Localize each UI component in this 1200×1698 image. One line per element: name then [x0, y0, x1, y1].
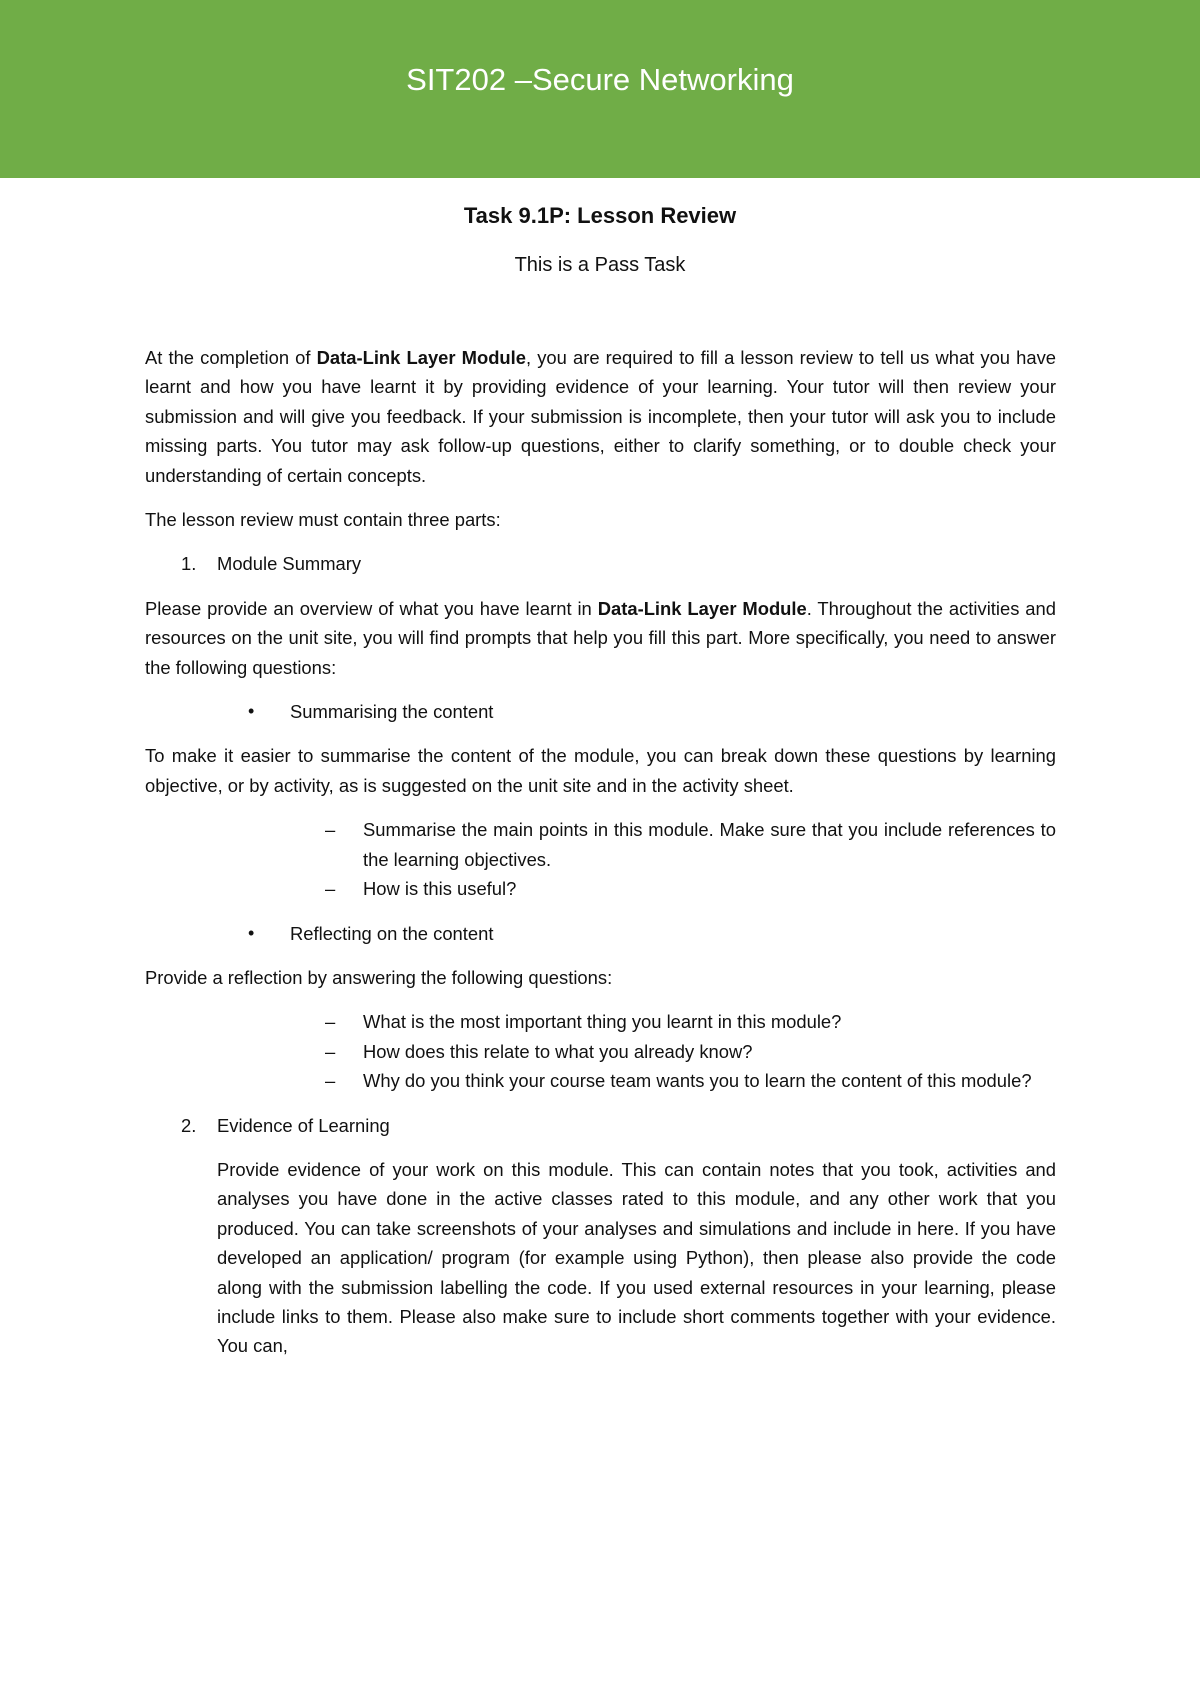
section-2-paragraph: Provide evidence of your work on this module. This can contain notes that you took, activities and analyses you have done in the active classes rated to this module, and any other work that you produced. You can take screenshots of your analyses and simulations and include in here. If you have developed an application/ program (for example using Python), then please also provide the code along with the submission labelling the code. If you used external resources in your learning, please include links to them. Please also make sure to include short comments together with your evidence. You can, — [217, 1158, 1056, 1357]
bullet-icon: • — [248, 922, 255, 943]
section-1-number: 1. — [181, 553, 197, 575]
list-item: – What is the most important thing you learnt in this module? — [145, 1007, 1056, 1036]
bullet-icon: • — [248, 701, 255, 722]
reflecting-questions — [145, 1007, 1056, 1095]
dash-icon: – — [325, 819, 336, 841]
summarising-questions — [145, 815, 1056, 903]
module-name: Data-Link Layer Module — [316, 347, 527, 368]
bullet-label: Reflecting on the content — [290, 922, 494, 944]
list-item: – Summarise the main points in this module. Make sure that you include references to the learning objectives. — [145, 815, 1056, 874]
course-title: SIT202 –Secure Networking — [406, 62, 794, 97]
list-item: – Why do you think your course team wants you to learn the content of this module? — [145, 1066, 1056, 1095]
section-2-title: Evidence of Learning — [217, 1114, 390, 1136]
section-1-paragraph: Please provide an overview of what you have learnt in Data-Link Layer Module. Throughout the activities and resources on the unit site, you will find prompts that help you fill this part. More specifically, you need to answer the following questions: — [145, 597, 1056, 678]
intro-paragraph: At the completion of Data-Link Layer Module, you are required to fill a lesson review to tell us what you have learnt and how you have learnt it by providing evidence of your learning. Your tutor will then review your submission and will give you feedback. If your submission is incomplete, then your tutor will ask you to include missing parts. You tutor may ask follow-up questions, either to clarify something, or to double check your understanding of certain concepts. — [145, 347, 1057, 486]
dash-icon: – — [325, 1040, 336, 1062]
bullet-reflecting — [145, 919, 1056, 948]
dash-icon: – — [325, 878, 336, 900]
document-body — [145, 343, 1056, 1361]
list-item: – How is this useful? — [145, 874, 1056, 903]
section-1-title: Module Summary — [217, 553, 362, 575]
task-subtitle: This is a Pass Task — [514, 254, 686, 276]
task-title: Task 9.1P: Lesson Review — [463, 203, 737, 228]
header-banner — [0, 0, 1200, 178]
reflecting-paragraph: Provide a reflection by answering the following questions: — [145, 966, 613, 988]
summarising-paragraph: To make it easier to summarise the content of the module, you can break down these questions by learning objective, or by activity, as is suggested on the unit site and in the activity sheet. — [145, 745, 1056, 796]
parts-intro: The lesson review must contain three parts: — [145, 509, 501, 531]
module-name: Data-Link Layer Module — [597, 597, 807, 619]
dash-icon: – — [325, 1011, 336, 1033]
section-2-heading — [145, 1111, 1056, 1140]
bullet-label: Summarising the content — [290, 701, 494, 723]
bullet-summarising — [145, 697, 1056, 726]
section-2-number: 2. — [181, 1114, 197, 1136]
dash-icon: – — [325, 1070, 336, 1092]
list-item: – How does this relate to what you already know? — [145, 1037, 1056, 1066]
section-1-heading — [145, 549, 1056, 578]
